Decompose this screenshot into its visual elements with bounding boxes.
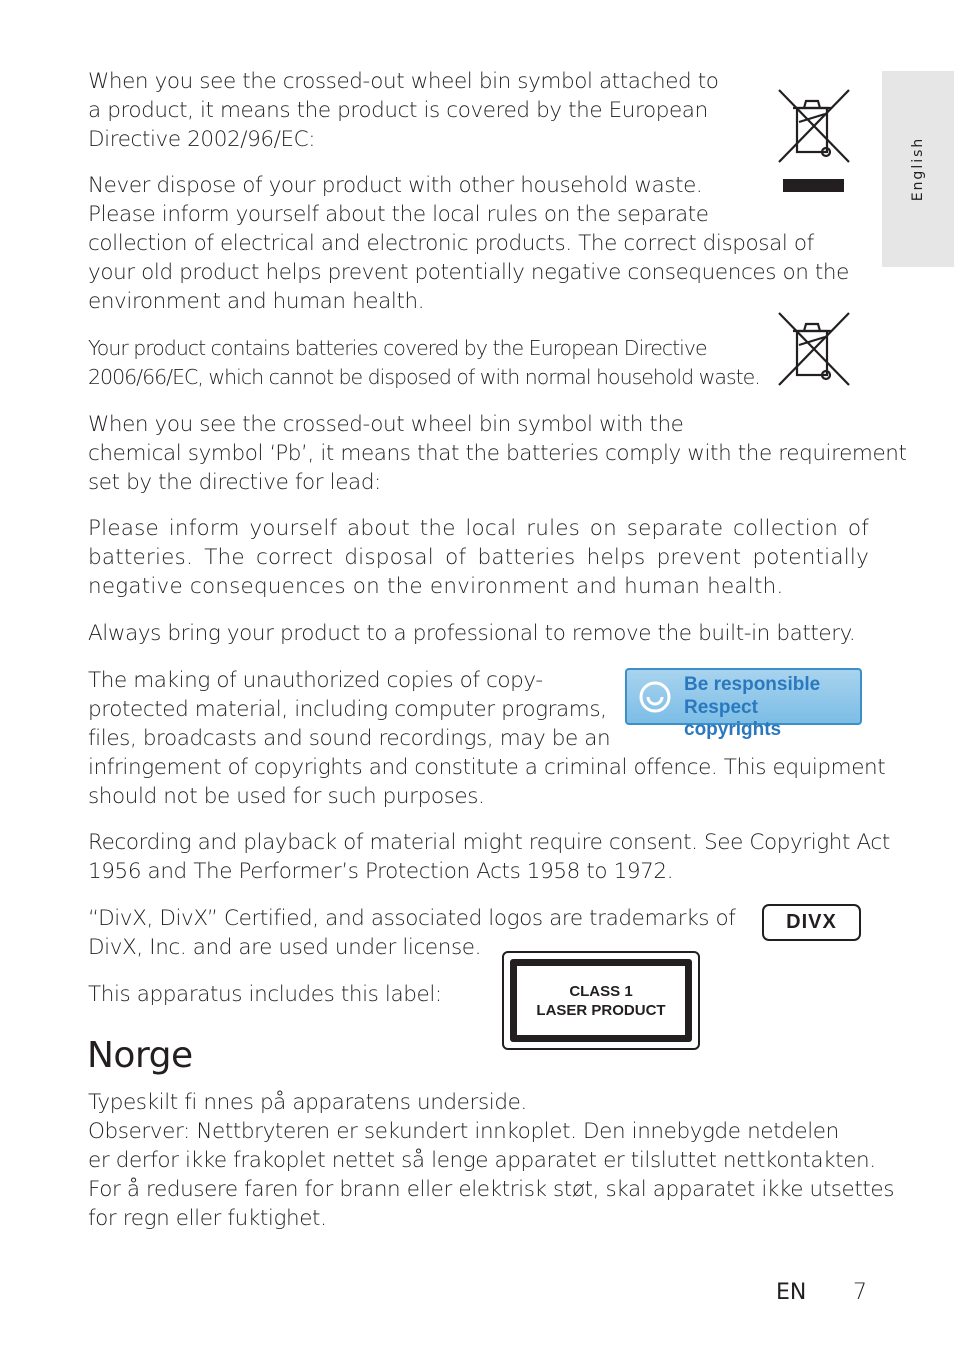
text-line: DivX, Inc. and are used under license.	[88, 935, 482, 960]
text-line: a product, it means the product is covered by the European	[88, 98, 708, 123]
badge-line-2: Respect copyrights	[684, 697, 782, 740]
badge-line-1: Be responsible	[684, 674, 821, 695]
text-line: chemical symbol ‘Pb’, it means that the batteries comply with the requirement	[88, 441, 907, 466]
battery-collection-paragraph: Please inform yourself about the local rules on separate collection of batteries. The correct disposal of batteries helps prevent potentially negative consequences on the environment and human health.	[88, 516, 869, 599]
text-line: When you see the crossed-out wheel bin symbol with the	[88, 412, 684, 437]
label-note: This apparatus includes this label:	[88, 982, 442, 1007]
weee-intro-paragraph	[88, 67, 719, 154]
text-line: your old product helps prevent potentially negative consequences on the	[88, 260, 849, 285]
norge-heading: Norge	[87, 1035, 193, 1076]
consent-paragraph	[88, 828, 890, 886]
laser-label-line-1: CLASS 1	[569, 982, 633, 1000]
weee-dispose-paragraph	[88, 171, 849, 316]
text-line: should not be used for such purposes.	[88, 784, 485, 809]
norge-paragraph	[88, 1088, 894, 1233]
text-line: The making of unauthorized copies of copy-	[88, 668, 543, 693]
laser-label-line-2: LASER PRODUCT	[536, 1001, 666, 1019]
language-tab-label: English	[910, 136, 926, 202]
text-line: 2006/66/EC, which cannot be disposed of with normal household waste.	[88, 365, 760, 389]
text-line: “DivX, DivX” Certified, and associated logos are trademarks of	[88, 906, 736, 931]
crossed-bin-battery-icon	[777, 311, 851, 387]
text-line: Never dispose of your product with other household waste.	[88, 173, 703, 198]
text-line: environment and human health.	[88, 289, 425, 314]
text-line: er derfor ikke frakoplet nettet så lenge apparatet er tilsluttet nettkontakten.	[88, 1148, 876, 1173]
footer-language: EN	[776, 1280, 807, 1305]
power-circle-icon	[639, 681, 671, 713]
language-tab	[882, 71, 954, 267]
text-line: For å redusere faren for brann eller elektrisk støt, skal apparatet ikke utsettes	[88, 1177, 895, 1202]
text-line: files, broadcasts and sound recordings, may be an	[88, 726, 611, 751]
text-line: collection of electrical and electronic products. The correct disposal of	[88, 231, 814, 256]
divx-logo: DIVX	[762, 904, 861, 941]
respect-copyrights-badge	[625, 668, 862, 740]
text-line: Please inform yourself about the local rules on the separate	[88, 202, 709, 227]
laser-class-label	[502, 951, 700, 1050]
battery-directive-paragraph	[88, 334, 760, 392]
text-line: for regn eller fuktighet.	[88, 1206, 327, 1231]
crossed-bin-icon	[777, 88, 851, 164]
text-line: Recording and playback of material might require consent. See Copyright Act	[88, 830, 890, 855]
builtin-battery-paragraph: Always bring your product to a professional to remove the built-in battery.	[88, 621, 856, 646]
text-line: Your product contains batteries covered by the European Directive	[88, 336, 707, 360]
text-line: protected material, including computer programs,	[88, 697, 607, 722]
text-line: set by the directive for lead:	[88, 470, 381, 495]
text-line: Typeskilt fi nnes på apparatens underside.	[88, 1090, 527, 1115]
text-line: infringement of copyrights and constitute a criminal offence. This equipment	[88, 755, 886, 780]
text-line: 1956 and The Performer’s Protection Acts 1958 to 1972.	[88, 859, 674, 884]
text-line: When you see the crossed-out wheel bin symbol attached to	[88, 69, 719, 94]
text-line: Directive 2002/96/EC:	[88, 127, 316, 152]
page-number: 7	[853, 1280, 867, 1305]
text-line: Observer: Nettbryteren er sekundert innkoplet. Den innebygde netdelen	[88, 1119, 839, 1144]
pb-symbol-paragraph	[88, 410, 907, 497]
